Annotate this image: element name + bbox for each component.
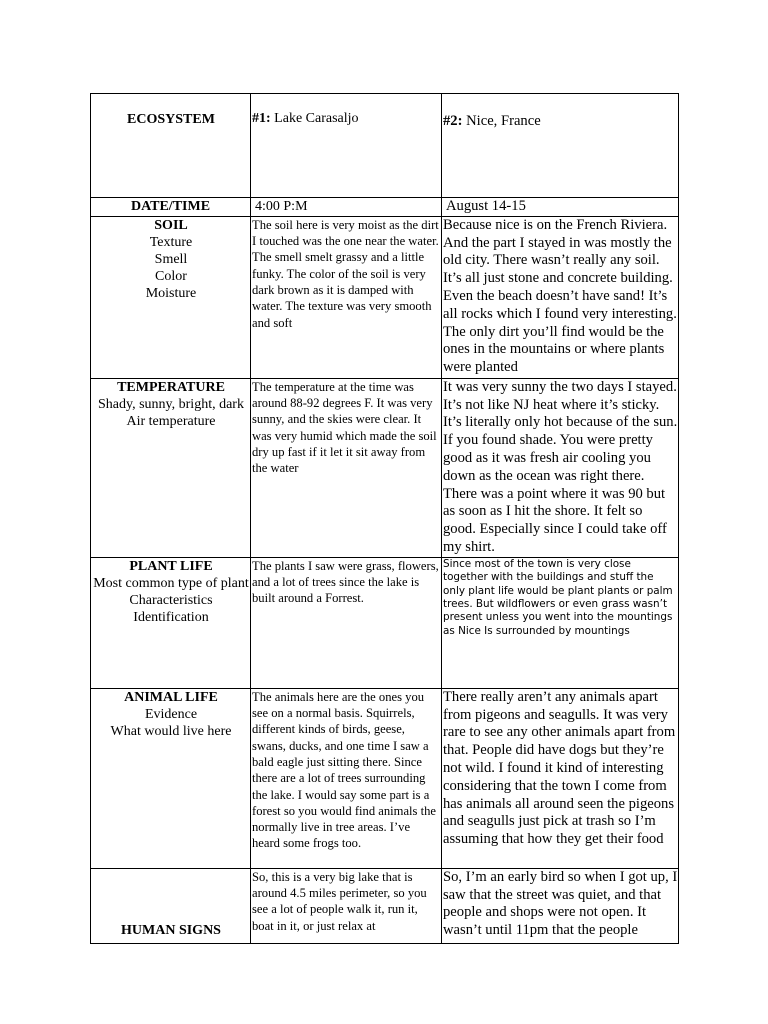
animal-site2: There really aren’t any animals apart from pigeons and seagulls. It was very rare to see any other animals apart from that. People did have dogs but they’re not wild. I found it kind of interesting considering that the town I come from has animals all around seen the pigeons and seagulls just pick at trash so I’m assuming that how they get their food [442,688,679,868]
date-site1: 4:00 P:M [251,198,442,217]
human-label: HUMAN SIGNS [121,922,221,938]
soil-site1: The soil here is very moist as the dirt I touched was the one near the water. The smell smelt grassy and a little funky. The color of the soil is very dark brown as it is damped with water. The texture was very smooth and soft [251,216,442,378]
human-site1: So, this is a very big lake that is around 4.5 miles perimeter, so you see a lot of people walk it, run it, boat in it, or just relax at [251,868,442,943]
soil-sub-color: Color [155,268,187,284]
header-row [91,94,679,198]
animal-label-cell [91,688,251,868]
date-label-cell [91,198,251,217]
animal-row [91,688,679,868]
temperature-label-cell [91,378,251,557]
plant-label: PLANT LIFE [129,558,213,574]
human-site2: So, I’m an early bird so when I got up, I saw that the street was quiet, and that people and shops were not open. It wasn’t until 11pm that the people [442,868,679,943]
temperature-site1: The temperature at the time was around 88-92 degrees F. It was very sunny, and the skies were clear. It was very humid which made the soil dry up fast if it let it sit away from the water [251,378,442,557]
animal-site1: The animals here are the ones you see on a normal basis. Squirrels, different kinds of birds, geese, swans, ducks, and one time I saw a bald eagle just sitting there. Since there are a lot of trees surrounding the lake. I would say some part is a forest so you would find animals the normally live in tree areas. I’ve heard some frogs too. [251,688,442,868]
soil-sub-moisture: Moisture [145,285,197,301]
plant-sub-identification: Identification [133,609,209,625]
date-site2: August 14-15 [442,198,679,217]
human-row [91,868,679,943]
temperature-site2: It was very sunny the two days I stayed. It’s not like NJ heat where it’s sticky. It’s literally only hot because of the sun. If you found shade. You were pretty good as it was fresh air cooling you down as the ocean was right there. There was a point where it was 90 but as soon as I hit the shore. It felt so good. Especially since I could take off my shirt. [442,378,679,557]
animal-sub-habitat: What would live here [110,723,232,739]
soil-sub-texture: Texture [149,234,193,250]
site2-name: Nice, France [466,113,541,129]
human-label-cell [91,868,251,943]
ecosystem-table [90,93,679,944]
soil-sub-smell: Smell [154,251,188,267]
animal-label: ANIMAL LIFE [124,689,218,705]
soil-label-cell [91,216,251,378]
site1-number: #1: [252,111,271,126]
date-row [91,198,679,217]
site1-name: Lake Carasaljo [274,111,359,126]
animal-sub-evidence: Evidence [144,706,198,722]
soil-site2: Because nice is on the French Riviera. And the part I stayed in was mostly the old city. There wasn’t really any soil. It’s all just stone and concrete building. Even the beach doesn’t have sand! It’s all rocks which I found very interesting. The only dirt you’ll find would be the ones in the mountains or where plants were planted [442,216,679,378]
temperature-sub-air: Air temperature [126,413,216,429]
header-site1-cell [251,94,442,198]
header-ecosystem-cell [91,94,251,198]
date-label: DATE/TIME [130,199,211,214]
temperature-sub-light: Shady, sunny, bright, dark [98,396,244,412]
plant-sub-characteristics: Characteristics [129,592,213,608]
soil-row [91,216,679,378]
plant-label-cell [91,557,251,688]
plant-sub-common: Most common type of plant [93,575,249,591]
header-ecosystem-label: ECOSYSTEM [127,112,215,127]
temperature-row [91,378,679,557]
plant-site2: Since most of the town is very close together with the buildings and stuff the only plant life would be plant plants or palm trees. But wildflowers or even grass wasn’t present unless you went into the mountings as Nice Is surrounded by mountings [442,557,679,688]
soil-label: SOIL [154,217,188,233]
site2-number: #2: [443,113,463,129]
header-site2-cell [442,94,679,198]
plant-row [91,557,679,688]
temperature-label: TEMPERATURE [117,379,225,395]
plant-site1: The plants I saw were grass, flowers, and a lot of trees since the lake is built around a Forrest. [251,557,442,688]
